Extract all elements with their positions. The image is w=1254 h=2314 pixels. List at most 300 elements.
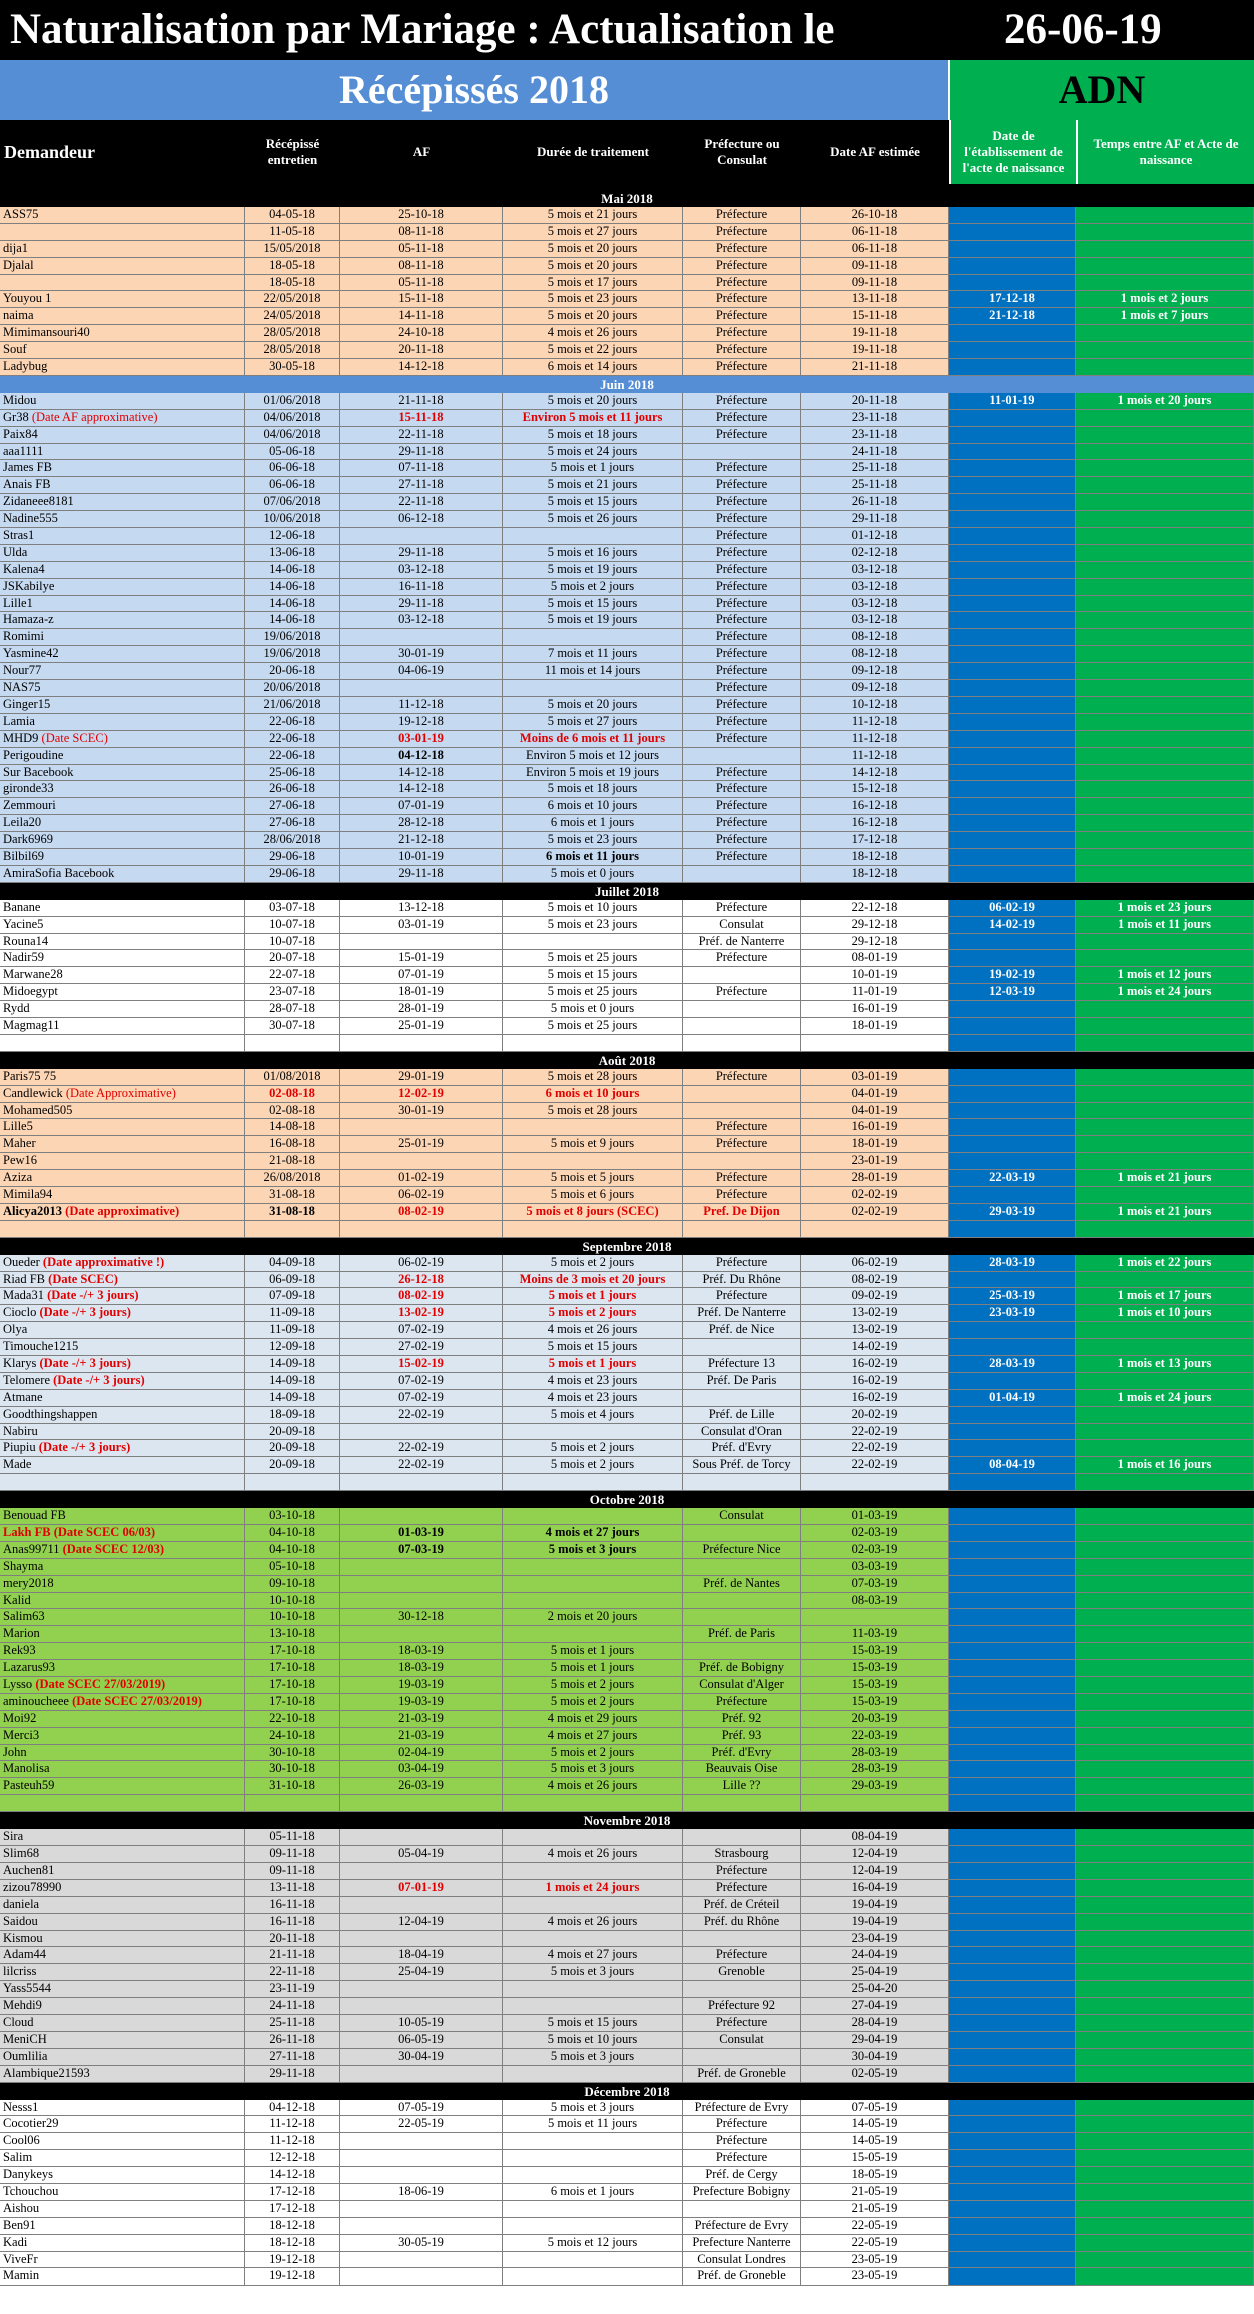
cell-temps-af-acte[interactable]	[1076, 1069, 1254, 1086]
cell-duree[interactable]: 5 mois et 1 jours	[503, 1660, 683, 1677]
cell-duree[interactable]	[503, 1626, 683, 1643]
cell-acte-naissance[interactable]	[949, 1677, 1076, 1694]
cell-prefecture[interactable]: Préfecture	[683, 460, 801, 477]
cell-acte-naissance[interactable]	[949, 1863, 1076, 1880]
cell-date-af-estimee[interactable]: 15-03-19	[801, 1694, 949, 1711]
cell-af[interactable]	[340, 1576, 503, 1593]
column-header-recepisse[interactable]: Récépissé entretien	[265, 136, 320, 167]
cell-prefecture[interactable]	[683, 1153, 801, 1170]
cell-acte-naissance[interactable]	[949, 663, 1076, 680]
cell-af[interactable]: 14-12-18	[340, 765, 503, 782]
cell-acte-naissance[interactable]	[949, 2268, 1076, 2285]
cell-duree[interactable]: 5 mois et 4 jours	[503, 1407, 683, 1424]
cell-duree[interactable]	[503, 1508, 683, 1525]
cell-temps-af-acte[interactable]	[1076, 798, 1254, 815]
cell-duree[interactable]: 5 mois et 2 jours	[503, 1677, 683, 1694]
cell-date-af-estimee[interactable]: 16-01-19	[801, 1001, 949, 1018]
cell-date-af-estimee[interactable]: 26-10-18	[801, 207, 949, 224]
cell-recepisse[interactable]: 31-08-18	[245, 1204, 340, 1221]
cell-demandeur[interactable]: Nesss1	[0, 2100, 245, 2117]
cell-af[interactable]: 26-03-19	[340, 1778, 503, 1795]
cell-prefecture[interactable]: Consulat	[683, 917, 801, 934]
cell-recepisse[interactable]: 16-08-18	[245, 1136, 340, 1153]
cell-duree[interactable]: 5 mois et 23 jours	[503, 917, 683, 934]
cell-prefecture[interactable]: Préfecture	[683, 612, 801, 629]
cell-af[interactable]: 29-11-18	[340, 444, 503, 461]
cell-prefecture[interactable]: Préfecture 13	[683, 1356, 801, 1373]
cell-date-af-estimee[interactable]: 08-02-19	[801, 1272, 949, 1289]
cell-recepisse[interactable]: 02-08-18	[245, 1086, 340, 1103]
cell-af[interactable]: 06-05-19	[340, 2032, 503, 2049]
cell-temps-af-acte[interactable]	[1076, 477, 1254, 494]
cell-temps-af-acte[interactable]: 1 mois et 24 jours	[1076, 984, 1254, 1001]
cell-af[interactable]: 04-06-19	[340, 663, 503, 680]
cell-demandeur[interactable]: Cioclo (Date -/+ 3 jours)	[0, 1305, 245, 1322]
cell-acte-naissance[interactable]	[949, 2100, 1076, 2117]
cell-temps-af-acte[interactable]	[1076, 241, 1254, 258]
cell-temps-af-acte[interactable]: 1 mois et 10 jours	[1076, 1305, 1254, 1322]
cell-af[interactable]: 29-11-18	[340, 866, 503, 883]
cell-date-af-estimee[interactable]: 06-11-18	[801, 224, 949, 241]
cell-temps-af-acte[interactable]	[1076, 1745, 1254, 1762]
cell-recepisse[interactable]: 11-09-18	[245, 1305, 340, 1322]
cell-date-af-estimee[interactable]: 19-04-19	[801, 1914, 949, 1931]
cell-acte-naissance[interactable]: 11-01-19	[949, 393, 1076, 410]
cell-demandeur[interactable]: Pasteuh59	[0, 1778, 245, 1795]
cell-prefecture[interactable]: Préfecture	[683, 325, 801, 342]
cell-temps-af-acte[interactable]: 1 mois et 16 jours	[1076, 1457, 1254, 1474]
cell-acte-naissance[interactable]	[949, 646, 1076, 663]
cell-demandeur[interactable]: Ulda	[0, 545, 245, 562]
cell-prefecture[interactable]: Préfecture	[683, 2150, 801, 2167]
cell-demandeur[interactable]: Tchouchou	[0, 2184, 245, 2201]
cell-recepisse[interactable]: 22-11-18	[245, 1964, 340, 1981]
cell-recepisse[interactable]: 17-10-18	[245, 1677, 340, 1694]
cell-acte-naissance[interactable]	[949, 1964, 1076, 1981]
cell-acte-naissance[interactable]	[949, 2049, 1076, 2066]
column-header-af[interactable]: AF	[412, 144, 431, 159]
cell-recepisse[interactable]: 12-09-18	[245, 1339, 340, 1356]
cell-acte-naissance[interactable]	[949, 1711, 1076, 1728]
cell-acte-naissance[interactable]	[949, 714, 1076, 731]
cell-recepisse[interactable]: 21/06/2018	[245, 697, 340, 714]
cell-temps-af-acte[interactable]	[1076, 1221, 1254, 1238]
cell-recepisse[interactable]: 22-10-18	[245, 1711, 340, 1728]
cell-temps-af-acte[interactable]	[1076, 1153, 1254, 1170]
cell-recepisse[interactable]: 28/06/2018	[245, 832, 340, 849]
cell-duree[interactable]: 5 mois et 0 jours	[503, 866, 683, 883]
cell-af[interactable]: 15-11-18	[340, 291, 503, 308]
cell-acte-naissance[interactable]	[949, 241, 1076, 258]
cell-prefecture[interactable]	[683, 1339, 801, 1356]
cell-demandeur[interactable]: Marion	[0, 1626, 245, 1643]
cell-temps-af-acte[interactable]: 1 mois et 21 jours	[1076, 1204, 1254, 1221]
cell-temps-af-acte[interactable]	[1076, 410, 1254, 427]
cell-duree[interactable]: Moins de 3 mois et 20 jours	[503, 1272, 683, 1289]
cell-acte-naissance[interactable]	[949, 950, 1076, 967]
cell-demandeur[interactable]: Perigoudine	[0, 748, 245, 765]
cell-demandeur[interactable]: Kalid	[0, 1593, 245, 1610]
cell-duree[interactable]	[503, 1795, 683, 1812]
cell-recepisse[interactable]: 23-07-18	[245, 984, 340, 1001]
cell-duree[interactable]	[503, 1559, 683, 1576]
cell-prefecture[interactable]: Préfecture	[683, 1170, 801, 1187]
cell-af[interactable]: 05-04-19	[340, 1846, 503, 1863]
cell-af[interactable]: 07-11-18	[340, 460, 503, 477]
cell-duree[interactable]: 5 mois et 8 jours (SCEC)	[503, 1204, 683, 1221]
cell-duree[interactable]	[503, 1153, 683, 1170]
cell-demandeur[interactable]: Rek93	[0, 1643, 245, 1660]
cell-acte-naissance[interactable]	[949, 1187, 1076, 1204]
cell-duree[interactable]: 5 mois et 1 jours	[503, 1288, 683, 1305]
cell-prefecture[interactable]: Strasbourg	[683, 1846, 801, 1863]
cell-date-af-estimee[interactable]: 25-11-18	[801, 477, 949, 494]
cell-date-af-estimee[interactable]	[801, 1221, 949, 1238]
cell-prefecture[interactable]: Préfecture	[683, 1288, 801, 1305]
cell-af[interactable]: 22-11-18	[340, 494, 503, 511]
cell-af[interactable]: 24-10-18	[340, 325, 503, 342]
cell-af[interactable]: 30-05-19	[340, 2235, 503, 2252]
cell-prefecture[interactable]: Préfecture	[683, 1069, 801, 1086]
cell-duree[interactable]: 5 mois et 17 jours	[503, 275, 683, 292]
cell-date-af-estimee[interactable]: 03-12-18	[801, 562, 949, 579]
cell-date-af-estimee[interactable]: 15-03-19	[801, 1643, 949, 1660]
cell-demandeur[interactable]: Souf	[0, 342, 245, 359]
cell-temps-af-acte[interactable]	[1076, 1829, 1254, 1846]
cell-duree[interactable]	[503, 1221, 683, 1238]
cell-af[interactable]: 30-01-19	[340, 646, 503, 663]
cell-date-af-estimee[interactable]: 16-01-19	[801, 1119, 949, 1136]
cell-duree[interactable]: 5 mois et 10 jours	[503, 900, 683, 917]
cell-demandeur[interactable]: Dark6969	[0, 832, 245, 849]
cell-temps-af-acte[interactable]	[1076, 427, 1254, 444]
cell-af[interactable]	[340, 2268, 503, 2285]
cell-acte-naissance[interactable]	[949, 275, 1076, 292]
cell-recepisse[interactable]: 26/08/2018	[245, 1170, 340, 1187]
cell-recepisse[interactable]: 19-12-18	[245, 2252, 340, 2269]
cell-temps-af-acte[interactable]	[1076, 1086, 1254, 1103]
cell-af[interactable]: 16-11-18	[340, 579, 503, 596]
cell-demandeur[interactable]: Midoegypt	[0, 984, 245, 1001]
cell-temps-af-acte[interactable]	[1076, 1525, 1254, 1542]
cell-demandeur[interactable]: Goodthingshappen	[0, 1407, 245, 1424]
cell-temps-af-acte[interactable]	[1076, 1407, 1254, 1424]
cell-af[interactable]: 25-04-19	[340, 1964, 503, 1981]
cell-demandeur[interactable]	[0, 224, 245, 241]
cell-recepisse[interactable]	[245, 1035, 340, 1052]
cell-demandeur[interactable]: Anas99711 (Date SCEC 12/03)	[0, 1542, 245, 1559]
cell-prefecture[interactable]: Préfecture	[683, 275, 801, 292]
cell-af[interactable]: 22-02-19	[340, 1457, 503, 1474]
cell-demandeur[interactable]: Auchen81	[0, 1863, 245, 1880]
cell-prefecture[interactable]: Préfecture	[683, 984, 801, 1001]
cell-demandeur[interactable]: Lille1	[0, 596, 245, 613]
cell-date-af-estimee[interactable]: 01-03-19	[801, 1508, 949, 1525]
cell-duree[interactable]: 5 mois et 21 jours	[503, 207, 683, 224]
cell-temps-af-acte[interactable]	[1076, 629, 1254, 646]
cell-demandeur[interactable]: aminoucheee (Date SCEC 27/03/2019)	[0, 1694, 245, 1711]
cell-temps-af-acte[interactable]	[1076, 1593, 1254, 1610]
cell-acte-naissance[interactable]	[949, 1542, 1076, 1559]
cell-temps-af-acte[interactable]: 1 mois et 12 jours	[1076, 967, 1254, 984]
cell-acte-naissance[interactable]	[949, 224, 1076, 241]
cell-demandeur[interactable]: NAS75	[0, 680, 245, 697]
cell-demandeur[interactable]: Mohamed505	[0, 1103, 245, 1120]
cell-duree[interactable]	[503, 2268, 683, 2285]
cell-temps-af-acte[interactable]	[1076, 460, 1254, 477]
cell-recepisse[interactable]: 29-11-18	[245, 2066, 340, 2083]
cell-recepisse[interactable]: 12-12-18	[245, 2150, 340, 2167]
cell-acte-naissance[interactable]	[949, 1897, 1076, 1914]
cell-date-af-estimee[interactable]: 25-11-18	[801, 460, 949, 477]
column-header-duree[interactable]: Durée de traitement	[537, 144, 649, 159]
cell-af[interactable]: 11-12-18	[340, 697, 503, 714]
cell-duree[interactable]: 5 mois et 2 jours	[503, 1440, 683, 1457]
cell-af[interactable]: 19-12-18	[340, 714, 503, 731]
cell-duree[interactable]: 5 mois et 20 jours	[503, 258, 683, 275]
cell-demandeur[interactable]: Kismou	[0, 1931, 245, 1948]
cell-demandeur[interactable]: Lysso (Date SCEC 27/03/2019)	[0, 1677, 245, 1694]
cell-af[interactable]	[340, 2218, 503, 2235]
cell-af[interactable]: 27-02-19	[340, 1339, 503, 1356]
cell-acte-naissance[interactable]	[949, 1001, 1076, 1018]
cell-demandeur[interactable]: Timouche1215	[0, 1339, 245, 1356]
cell-date-af-estimee[interactable]: 04-01-19	[801, 1103, 949, 1120]
cell-acte-naissance[interactable]	[949, 1660, 1076, 1677]
cell-date-af-estimee[interactable]: 02-05-19	[801, 2066, 949, 2083]
cell-duree[interactable]	[503, 1424, 683, 1441]
cell-date-af-estimee[interactable]: 22-05-19	[801, 2218, 949, 2235]
cell-prefecture[interactable]: Préfecture Nice	[683, 1542, 801, 1559]
cell-recepisse[interactable]: 20-09-18	[245, 1440, 340, 1457]
cell-demandeur[interactable]: Klarys (Date -/+ 3 jours)	[0, 1356, 245, 1373]
cell-date-af-estimee[interactable]: 02-02-19	[801, 1187, 949, 1204]
cell-duree[interactable]: 5 mois et 15 jours	[503, 967, 683, 984]
cell-demandeur[interactable]: Shayma	[0, 1559, 245, 1576]
cell-temps-af-acte[interactable]	[1076, 1897, 1254, 1914]
cell-date-af-estimee[interactable]: 08-03-19	[801, 1593, 949, 1610]
cell-date-af-estimee[interactable]: 19-04-19	[801, 1897, 949, 1914]
cell-date-af-estimee[interactable]: 16-02-19	[801, 1356, 949, 1373]
cell-acte-naissance[interactable]: 25-03-19	[949, 1288, 1076, 1305]
cell-prefecture[interactable]: Préfecture	[683, 528, 801, 545]
cell-duree[interactable]: 6 mois et 1 jours	[503, 2184, 683, 2201]
cell-af[interactable]: 07-02-19	[340, 1322, 503, 1339]
cell-acte-naissance[interactable]	[949, 1559, 1076, 1576]
column-header-demandeur[interactable]: Demandeur	[4, 142, 95, 162]
cell-af[interactable]: 18-03-19	[340, 1660, 503, 1677]
cell-demandeur[interactable]: Nabiru	[0, 1424, 245, 1441]
cell-recepisse[interactable]: 11-12-18	[245, 2116, 340, 2133]
cell-temps-af-acte[interactable]	[1076, 1643, 1254, 1660]
cell-temps-af-acte[interactable]	[1076, 1761, 1254, 1778]
cell-prefecture[interactable]: Prefecture Bobigny	[683, 2184, 801, 2201]
cell-duree[interactable]: 5 mois et 27 jours	[503, 714, 683, 731]
cell-temps-af-acte[interactable]	[1076, 2133, 1254, 2150]
cell-acte-naissance[interactable]	[949, 1745, 1076, 1762]
cell-recepisse[interactable]: 24/05/2018	[245, 308, 340, 325]
cell-acte-naissance[interactable]: 06-02-19	[949, 900, 1076, 917]
cell-recepisse[interactable]: 18-12-18	[245, 2218, 340, 2235]
cell-prefecture[interactable]	[683, 1525, 801, 1542]
cell-recepisse[interactable]: 13-06-18	[245, 545, 340, 562]
cell-recepisse[interactable]: 14-09-18	[245, 1390, 340, 1407]
cell-prefecture[interactable]: Préf. de Nanterre	[683, 934, 801, 951]
cell-prefecture[interactable]: Préfecture	[683, 494, 801, 511]
cell-date-af-estimee[interactable]: 08-01-19	[801, 950, 949, 967]
cell-acte-naissance[interactable]	[949, 1440, 1076, 1457]
cell-recepisse[interactable]: 05-11-18	[245, 1829, 340, 1846]
cell-demandeur[interactable]: aaa1111	[0, 444, 245, 461]
cell-temps-af-acte[interactable]	[1076, 866, 1254, 883]
cell-date-af-estimee[interactable]	[801, 1474, 949, 1491]
cell-date-af-estimee[interactable]: 15-03-19	[801, 1660, 949, 1677]
cell-date-af-estimee[interactable]: 08-12-18	[801, 629, 949, 646]
cell-temps-af-acte[interactable]	[1076, 2252, 1254, 2269]
cell-date-af-estimee[interactable]: 16-02-19	[801, 1373, 949, 1390]
cell-temps-af-acte[interactable]	[1076, 2049, 1254, 2066]
cell-recepisse[interactable]: 29-06-18	[245, 849, 340, 866]
cell-duree[interactable]: 5 mois et 15 jours	[503, 596, 683, 613]
cell-acte-naissance[interactable]	[949, 545, 1076, 562]
cell-duree[interactable]	[503, 1119, 683, 1136]
cell-date-af-estimee[interactable]: 29-12-18	[801, 917, 949, 934]
cell-recepisse[interactable]: 04-09-18	[245, 1255, 340, 1272]
cell-date-af-estimee[interactable]: 24-11-18	[801, 444, 949, 461]
cell-recepisse[interactable]: 28/05/2018	[245, 342, 340, 359]
cell-temps-af-acte[interactable]	[1076, 1440, 1254, 1457]
cell-demandeur[interactable]: Yass5544	[0, 1981, 245, 1998]
cell-af[interactable]: 14-12-18	[340, 359, 503, 376]
cell-af[interactable]: 22-02-19	[340, 1407, 503, 1424]
cell-temps-af-acte[interactable]	[1076, 2150, 1254, 2167]
cell-temps-af-acte[interactable]	[1076, 1576, 1254, 1593]
cell-demandeur[interactable]: Maher	[0, 1136, 245, 1153]
cell-af[interactable]: 14-12-18	[340, 781, 503, 798]
cell-demandeur[interactable]: Djalal	[0, 258, 245, 275]
cell-prefecture[interactable]: Préfecture	[683, 1863, 801, 1880]
cell-date-af-estimee[interactable]: 16-12-18	[801, 815, 949, 832]
cell-duree[interactable]: 4 mois et 27 jours	[503, 1525, 683, 1542]
cell-duree[interactable]: 1 mois et 24 jours	[503, 1880, 683, 1897]
cell-recepisse[interactable]: 18-12-18	[245, 2235, 340, 2252]
cell-duree[interactable]: 5 mois et 16 jours	[503, 545, 683, 562]
cell-prefecture[interactable]	[683, 1981, 801, 1998]
cell-recepisse[interactable]: 21-08-18	[245, 1153, 340, 1170]
cell-af[interactable]: 28-12-18	[340, 815, 503, 832]
cell-date-af-estimee[interactable]: 02-12-18	[801, 545, 949, 562]
cell-temps-af-acte[interactable]	[1076, 765, 1254, 782]
cell-date-af-estimee[interactable]: 19-11-18	[801, 342, 949, 359]
cell-demandeur[interactable]: Paix84	[0, 427, 245, 444]
cell-recepisse[interactable]: 22-07-18	[245, 967, 340, 984]
cell-date-af-estimee[interactable]: 04-01-19	[801, 1086, 949, 1103]
cell-demandeur[interactable]: Piupiu (Date -/+ 3 jours)	[0, 1440, 245, 1457]
cell-duree[interactable]: Environ 5 mois et 12 jours	[503, 748, 683, 765]
cell-recepisse[interactable]: 31-10-18	[245, 1778, 340, 1795]
cell-demandeur[interactable]: Ben91	[0, 2218, 245, 2235]
cell-temps-af-acte[interactable]	[1076, 2066, 1254, 2083]
cell-temps-af-acte[interactable]	[1076, 359, 1254, 376]
cell-demandeur[interactable]: Lakh FB (Date SCEC 06/03)	[0, 1525, 245, 1542]
cell-prefecture[interactable]: Préfecture	[683, 1255, 801, 1272]
cell-prefecture[interactable]: Préf. de Cergy	[683, 2167, 801, 2184]
cell-date-af-estimee[interactable]: 11-03-19	[801, 1626, 949, 1643]
cell-temps-af-acte[interactable]	[1076, 663, 1254, 680]
cell-recepisse[interactable]: 14-06-18	[245, 596, 340, 613]
cell-date-af-estimee[interactable]: 12-04-19	[801, 1863, 949, 1880]
cell-temps-af-acte[interactable]	[1076, 207, 1254, 224]
cell-date-af-estimee[interactable]: 25-04-20	[801, 1981, 949, 1998]
cell-temps-af-acte[interactable]	[1076, 1728, 1254, 1745]
cell-acte-naissance[interactable]	[949, 342, 1076, 359]
cell-date-af-estimee[interactable]: 24-04-19	[801, 1947, 949, 1964]
cell-prefecture[interactable]: Préf. De Paris	[683, 1373, 801, 1390]
cell-demandeur[interactable]: mery2018	[0, 1576, 245, 1593]
cell-prefecture[interactable]: Préfecture	[683, 596, 801, 613]
cell-date-af-estimee[interactable]: 16-12-18	[801, 798, 949, 815]
cell-prefecture[interactable]: Préf. d'Evry	[683, 1745, 801, 1762]
cell-demandeur[interactable]: Nour77	[0, 663, 245, 680]
cell-demandeur[interactable]: Adam44	[0, 1947, 245, 1964]
cell-temps-af-acte[interactable]	[1076, 1001, 1254, 1018]
cell-af[interactable]	[340, 1221, 503, 1238]
cell-af[interactable]: 15-02-19	[340, 1356, 503, 1373]
cell-af[interactable]: 19-03-19	[340, 1694, 503, 1711]
cell-acte-naissance[interactable]	[949, 1694, 1076, 1711]
cell-date-af-estimee[interactable]: 03-12-18	[801, 579, 949, 596]
cell-temps-af-acte[interactable]	[1076, 1711, 1254, 1728]
cell-acte-naissance[interactable]: 21-12-18	[949, 308, 1076, 325]
cell-acte-naissance[interactable]: 14-02-19	[949, 917, 1076, 934]
cell-prefecture[interactable]	[683, 1829, 801, 1846]
cell-date-af-estimee[interactable]: 03-01-19	[801, 1069, 949, 1086]
cell-recepisse[interactable]: 15/05/2018	[245, 241, 340, 258]
cell-acte-naissance[interactable]	[949, 1593, 1076, 1610]
cell-demandeur[interactable]: Paris75 75	[0, 1069, 245, 1086]
cell-demandeur[interactable]: Rouna14	[0, 934, 245, 951]
cell-temps-af-acte[interactable]	[1076, 1694, 1254, 1711]
cell-date-af-estimee[interactable]: 30-04-19	[801, 2049, 949, 2066]
cell-recepisse[interactable]: 13-10-18	[245, 1626, 340, 1643]
cell-temps-af-acte[interactable]: 1 mois et 23 jours	[1076, 900, 1254, 917]
cell-recepisse[interactable]: 26-06-18	[245, 781, 340, 798]
cell-recepisse[interactable]: 10/06/2018	[245, 511, 340, 528]
cell-recepisse[interactable]: 14-12-18	[245, 2167, 340, 2184]
cell-prefecture[interactable]: Préf. de Créteil	[683, 1897, 801, 1914]
cell-date-af-estimee[interactable]: 21-05-19	[801, 2201, 949, 2218]
cell-prefecture[interactable]: Préfecture	[683, 731, 801, 748]
cell-acte-naissance[interactable]	[949, 2116, 1076, 2133]
cell-prefecture[interactable]: Préfecture	[683, 646, 801, 663]
cell-date-af-estimee[interactable]: 09-11-18	[801, 275, 949, 292]
cell-af[interactable]	[340, 1153, 503, 1170]
cell-date-af-estimee[interactable]: 16-04-19	[801, 1880, 949, 1897]
cell-date-af-estimee[interactable]: 22-05-19	[801, 2235, 949, 2252]
cell-recepisse[interactable]: 14-08-18	[245, 1119, 340, 1136]
cell-acte-naissance[interactable]	[949, 1947, 1076, 1964]
cell-date-af-estimee[interactable]: 15-03-19	[801, 1677, 949, 1694]
cell-demandeur[interactable]: Mamin	[0, 2268, 245, 2285]
cell-duree[interactable]: 4 mois et 23 jours	[503, 1373, 683, 1390]
cell-recepisse[interactable]: 06-06-18	[245, 477, 340, 494]
cell-af[interactable]: 12-02-19	[340, 1086, 503, 1103]
cell-prefecture[interactable]: Préfecture	[683, 629, 801, 646]
cell-temps-af-acte[interactable]	[1076, 1542, 1254, 1559]
cell-acte-naissance[interactable]	[949, 2133, 1076, 2150]
cell-acte-naissance[interactable]: 28-03-19	[949, 1255, 1076, 1272]
cell-temps-af-acte[interactable]	[1076, 1880, 1254, 1897]
